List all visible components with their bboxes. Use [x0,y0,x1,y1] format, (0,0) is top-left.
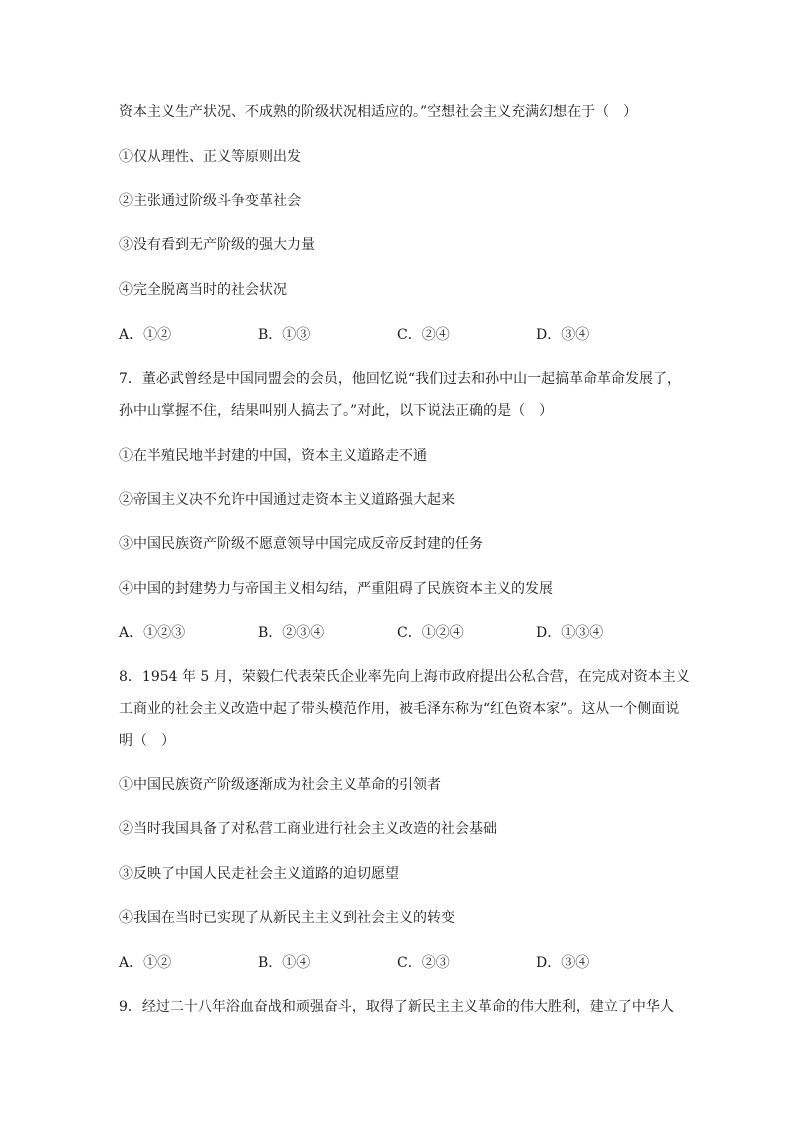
q6-item-4: ④完全脱离当时的社会状况 [119,282,287,298]
q7-stem-line-2: 孙中山掌握不住，结果叫别人搞去了。”对此，以下说法正确的是（ ） [119,403,554,419]
q8-option-b[interactable]: B．①④ [258,955,311,971]
q6-item-1: ①仅从理性、正义等原则出发 [119,149,301,165]
q7-option-c[interactable]: C．①②④ [397,625,464,641]
q8-option-c[interactable]: C．②③ [397,955,450,971]
q6-stem-tail: 资本主义生产状况、不成熟的阶级状况相适应的。”空想社会主义充满幻想在于（ ） [119,104,638,120]
q8-option-a[interactable]: A．①② [119,955,172,971]
q8-item-2: ②当时我国具备了对私营工商业进行社会主义改造的社会基础 [119,821,497,837]
q8-item-1: ①中国民族资产阶级逐渐成为社会主义革命的引领者 [119,777,441,793]
q7-item-1: ①在半殖民地半封建的中国，资本主义道路走不通 [119,448,427,464]
q8-stem-line-1: 8．1954 年 5 月，荣毅仁代表荣氏企业率先向上海市政府提出公私合营，在完成对资本主义 [119,669,690,685]
q6-options [119,325,679,345]
q6-option-b[interactable]: B．①③ [258,327,311,343]
q7-options [119,623,679,643]
q7-option-b[interactable]: B．②③④ [258,625,325,641]
q8-stem-line-2: 工商业的社会主义改造中起了带头模范作用，被毛泽东称为“红色资本家”。这从一个侧面说 [119,701,680,717]
q7-option-a[interactable]: A．①②③ [119,625,186,641]
q8-item-3: ③反映了中国人民走社会主义道路的迫切愿望 [119,866,399,882]
q6-option-c[interactable]: C．②④ [397,327,450,343]
q6-option-d[interactable]: D．③④ [536,327,590,343]
q9-stem-line-1: 9．经过二十八年浴血奋战和顽强奋斗，取得了新民主主义革命的伟大胜利，建立了中华人 [119,999,674,1015]
q6-item-3: ③没有看到无产阶级的强大力量 [119,237,315,253]
q8-stem-line-3: 明（ ） [119,733,175,749]
q7-item-4: ④中国的封建势力与帝国主义相勾结，严重阻碍了民族资本主义的发展 [119,581,553,597]
q8-option-d[interactable]: D．③④ [536,955,590,971]
q6-option-a[interactable]: A．①② [119,327,172,343]
q6-item-2: ②主张通过阶级斗争变革社会 [119,193,301,209]
q8-item-4: ④我国在当时已实现了从新民主主义到社会主义的转变 [119,910,455,926]
q7-item-3: ③中国民族资产阶级不愿意领导中国完成反帝反封建的任务 [119,536,483,552]
q7-option-d[interactable]: D．①③④ [536,625,604,641]
q7-stem-line-1: 7．董必武曾经是中国同盟会的会员，他回忆说“我们过去和孙中山一起搞革命革命发展了， [119,371,682,387]
q7-item-2: ②帝国主义决不允许中国通过走资本主义道路强大起来 [119,492,455,508]
q8-options [119,953,679,973]
